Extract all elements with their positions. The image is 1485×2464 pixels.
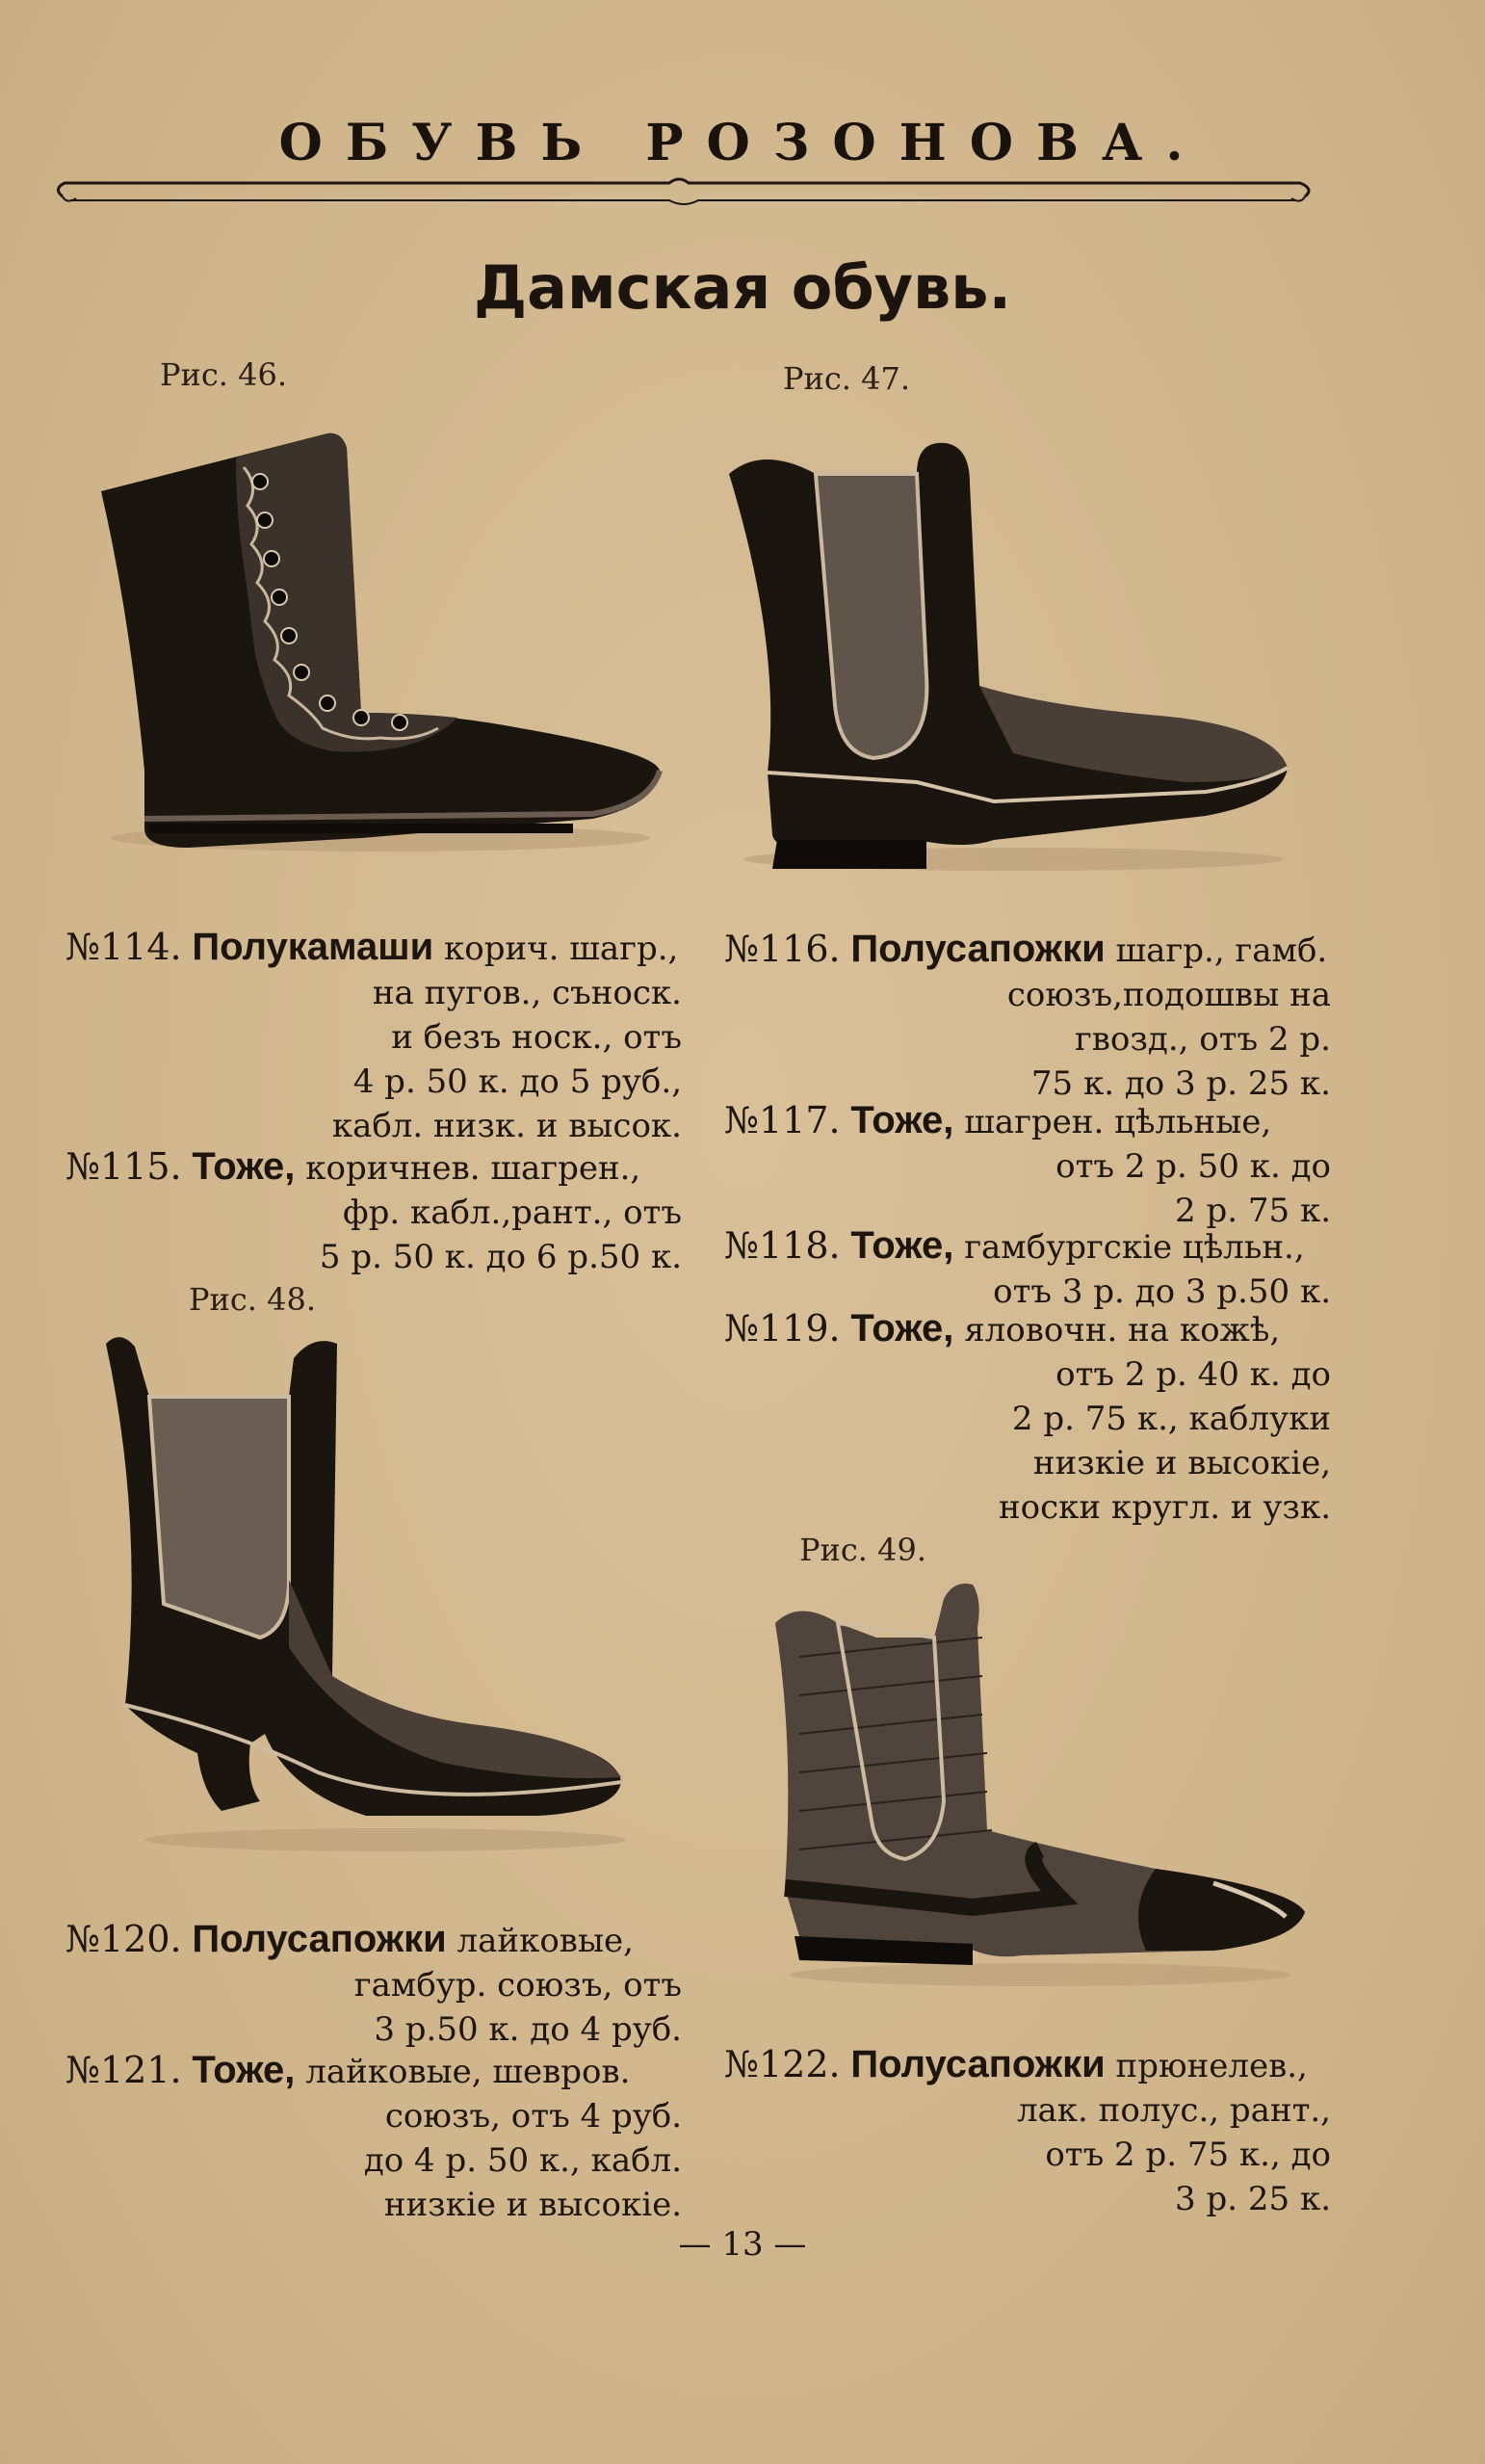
entry-117 <box>724 1098 1331 1233</box>
entry-text: гамбургскіе цѣльн., <box>964 1228 1305 1267</box>
entry-text: коричнев. шагрен., <box>305 1149 641 1188</box>
chelsea-boot-illustration <box>724 435 1292 888</box>
entry-text: фр. кабл.,рант., отъ <box>342 1193 682 1232</box>
entry-number: №121. <box>65 2049 182 2091</box>
entry-text: носки кругл. и узк. <box>998 1488 1331 1527</box>
entry-text: кабл. низк. и высок. <box>331 1107 682 1145</box>
entry-text: 75 к. до 3 р. 25 к. <box>1030 1064 1331 1103</box>
entry-text: яловочн. на кожѣ, <box>964 1311 1281 1350</box>
entry-number: №118. <box>724 1224 841 1267</box>
entry-text: лайковые, шевров. <box>305 2053 631 2091</box>
entry-number: №115. <box>65 1145 182 1188</box>
entry-number: №122. <box>724 2043 841 2085</box>
entry-name: Тоже, <box>192 2049 296 2091</box>
entry-text: лайковые, <box>456 1922 634 1960</box>
decorative-rule <box>53 175 1315 210</box>
entry-number: №119. <box>724 1307 841 1350</box>
entry-name: Полусапожки <box>850 928 1106 970</box>
entry-text: шагр., гамб. <box>1115 931 1328 970</box>
entry-text: 3 р.50 к. до 4 руб. <box>374 2010 682 2049</box>
entry-text: 4 р. 50 к. до 5 руб., <box>352 1062 682 1101</box>
heeled-ankle-boot-illustration <box>96 1329 636 1869</box>
entry-name: Тоже, <box>850 1224 954 1267</box>
entry-115 <box>65 1144 682 1279</box>
entry-name: Тоже, <box>850 1099 954 1141</box>
brogue-chelsea-boot-illustration <box>770 1580 1310 2004</box>
entry-name: Тоже, <box>192 1145 296 1188</box>
entry-text: на пугов., съноск. <box>372 974 682 1012</box>
entry-name: Тоже, <box>850 1307 954 1350</box>
entry-number: №117. <box>724 1099 841 1141</box>
entry-name: Полусапожки <box>850 2043 1106 2085</box>
entry-number: №116. <box>724 928 841 970</box>
entry-text: 3 р. 25 к. <box>1175 2180 1331 2218</box>
entry-text: отъ 2 р. 50 к. до <box>1055 1147 1331 1186</box>
entry-118 <box>724 1223 1331 1314</box>
entry-text: прюнелев., <box>1115 2047 1308 2085</box>
entry-text: корич. шагр., <box>444 930 679 968</box>
entry-114 <box>65 925 682 1148</box>
entry-text: гвозд., отъ 2 р. <box>1074 1020 1331 1059</box>
entry-name: Полукамаши <box>192 926 434 968</box>
entry-text: отъ 3 р. до 3 р.50 к. <box>993 1272 1331 1311</box>
entry-116 <box>724 927 1331 1106</box>
entry-119 <box>724 1306 1331 1530</box>
entry-text: гамбур. союзъ, отъ <box>353 1966 682 2005</box>
entry-number: №114. <box>65 926 182 968</box>
entry-text: до 4 р. 50 к., кабл. <box>363 2141 682 2180</box>
figure-label-47: Рис. 47. <box>783 360 911 397</box>
entry-number: №120. <box>65 1918 182 1960</box>
entry-text: и безъ носк., отъ <box>391 1018 682 1057</box>
entry-text: низкіе и высокіе. <box>383 2186 682 2224</box>
entry-text: лак. полус., рант., <box>1016 2091 1331 2130</box>
figure-label-46: Рис. 46. <box>160 356 288 393</box>
entry-name: Полусапожки <box>192 1918 447 1960</box>
entry-text: 2 р. 75 к., каблуки <box>1011 1400 1331 1438</box>
buttoned-boot-illustration <box>91 424 669 867</box>
page-number: — 13 — <box>678 2225 807 2264</box>
entry-text: шагрен. цѣльные, <box>964 1103 1272 1141</box>
section-title: Дамская обувь. <box>473 252 1012 323</box>
running-title: ОБУВЬ РОЗОНОВА. <box>278 114 1207 172</box>
entry-text: 5 р. 50 к. до 6 р.50 к. <box>319 1238 682 1276</box>
entry-text: 2 р. 75 к. <box>1175 1192 1331 1230</box>
entry-120 <box>65 1917 682 2052</box>
entry-text: союзъ,подошвы на <box>1006 976 1331 1014</box>
entry-text: отъ 2 р. 75 к., до <box>1045 2136 1331 2174</box>
entry-text: отъ 2 р. 40 к. до <box>1055 1355 1331 1394</box>
entry-121 <box>65 2048 682 2227</box>
entry-text: союзъ, отъ 4 руб. <box>384 2097 682 2136</box>
figure-label-48: Рис. 48. <box>189 1281 317 1318</box>
figure-label-49: Рис. 49. <box>799 1532 927 1568</box>
entry-text: низкіе и высокіе, <box>1032 1444 1331 1482</box>
entry-122 <box>724 2042 1331 2221</box>
